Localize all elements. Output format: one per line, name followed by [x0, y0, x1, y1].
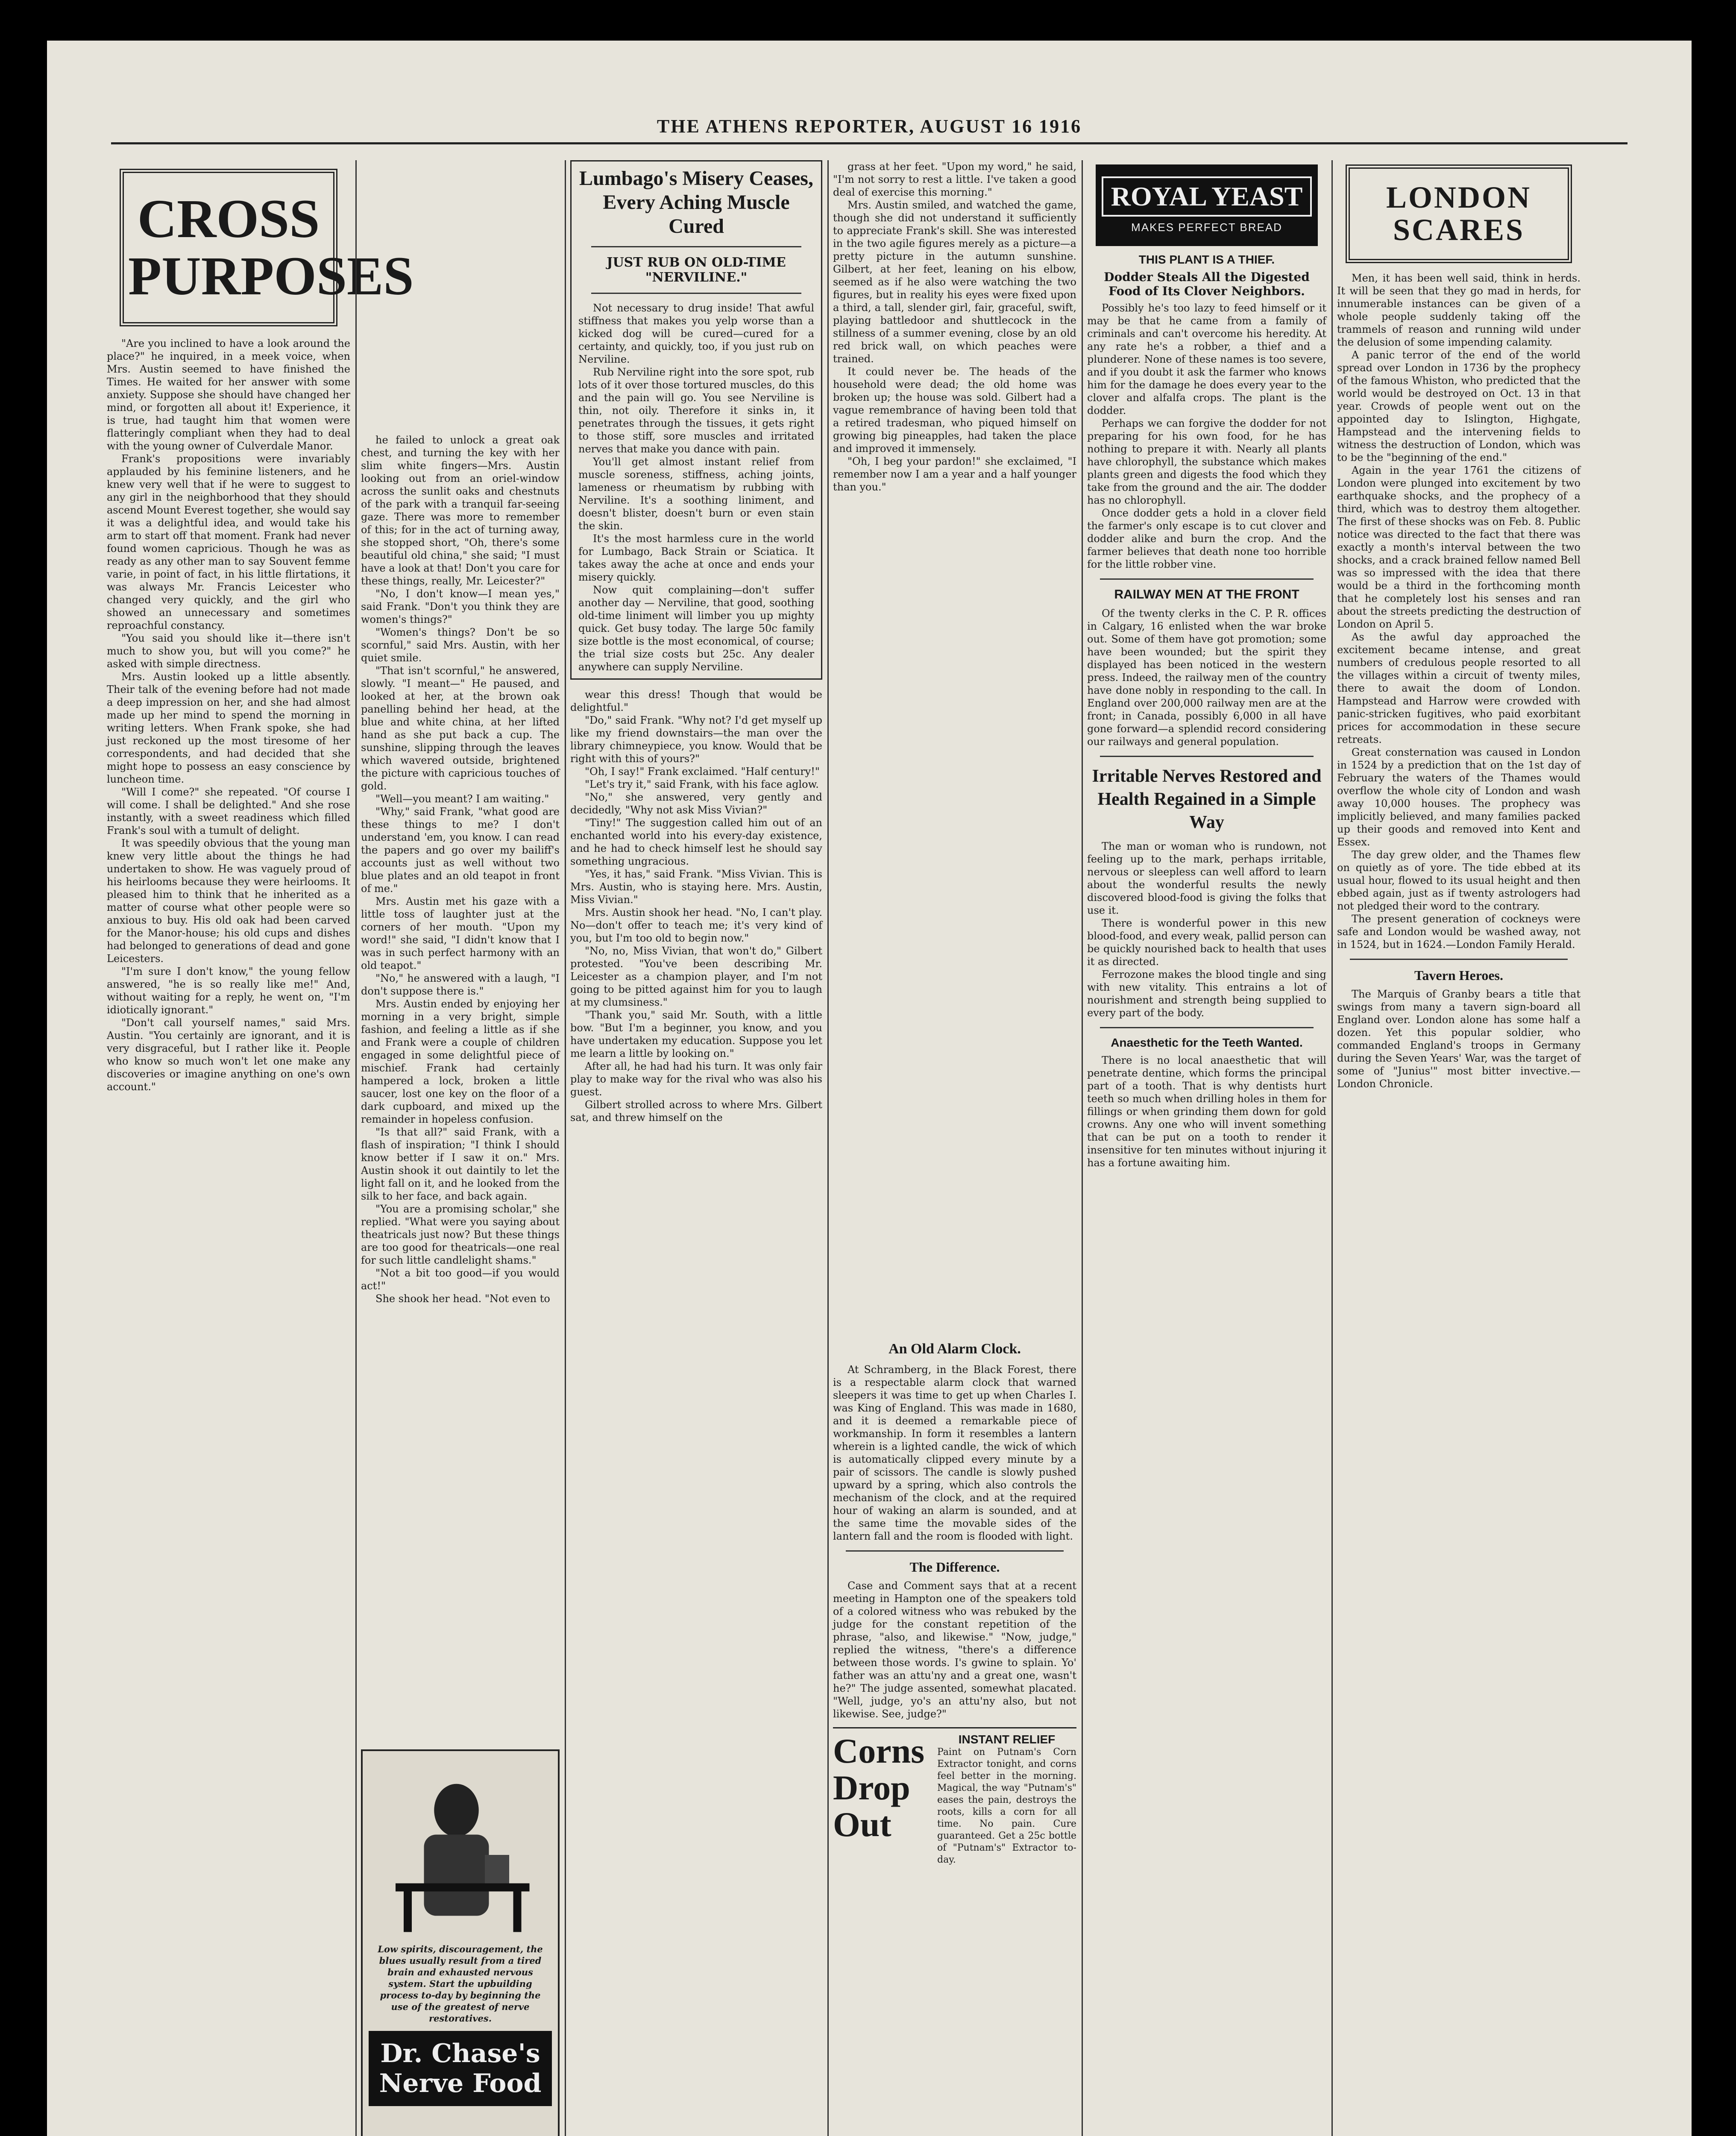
column-1: [107, 160, 414, 2136]
man-at-desk-illustration: [379, 1757, 542, 1936]
paragraph: "Is that all?" said Frank, with a flash of inspiration; "I think I should know better if I saw it on." Mrs. Austin shook it out daintily to let the light fall on it, and he looked from the silk to her face, and back again.: [361, 1126, 560, 1202]
masthead: THE ATHENS REPORTER, AUGUST 16 1916: [657, 116, 1082, 137]
title-london: LONDON: [1386, 180, 1532, 214]
column-6: [1337, 160, 1581, 2136]
paragraph: Rub Nerviline right into the sore spot, rub lots of it over those tortured muscles, do this and the pain will go. You see Nerviline is thin, not oily. Therefore it sinks in, it penetrates through the tissues, it gets right to those stiff, sore muscles and irritated nerves that make you dance with pain.: [578, 366, 814, 455]
ad-text: [937, 1733, 1076, 1866]
paragraph: Mrs. Austin met his gaze with a little toss of laughter just at the corners of her mouth. "Upon my word!" she said, "I didn't know that I was in such perfect harmony with an old teapot.": [361, 895, 560, 971]
alarm-clock-headline: An Old Alarm Clock.: [889, 1341, 1021, 1357]
divider: [591, 293, 801, 294]
paragraph: Men, it has been well said, think in herds. It will be seen that they go mad in herds, for innumerable instances can be given of a whole people suddenly taking off the trammels of reason and running wild under the delusion of some impending calamity.: [1337, 272, 1581, 349]
paragraph: A panic terror of the end of the world spread over London in 1736 by the prophecy of the famous Whiston, who predicted that the world would be destroyed on Oct. 13 in that year. Crowds of people went out on the appointed day to Islington, Highgate, Hampstead and the intervening fields to witness the destruction of London, which was to be the "beginning of the end.": [1337, 349, 1581, 464]
ad-big-words: [833, 1733, 931, 1866]
paragraph: "Well—you meant? I am waiting.": [375, 793, 549, 805]
paragraph: he failed to unlock a great oak chest, and turning the key with her slim white fingers—Mrs. Austin looking out from an oriel-window across the sunlit oaks and chestnuts of the park with a tranquil far-seeing gaze. There was more to remember of this; for in the act of turning away, she stopped short, "Oh, there's some beautiful old china," she said; "I must have a look at that! Don't you care for these things, really, Mr. Leicester?": [361, 434, 560, 587]
ad-body: Paint on Putnam's Corn Extractor tonight, and corns feel better in the morning. Magical, the way "Putnam's" eases the pain, destroys the roots, kills a corn for all time. No pain. Cure guaranteed. Get a 25c bottle of "Putnam's" Extractor to-day.: [937, 1747, 1076, 1865]
nerviline-headline: Lumbago's Misery Ceases, Every Aching Muscle Cured: [579, 167, 813, 238]
paragraph: She shook her head. "Not even to: [375, 1293, 550, 1305]
paragraph: The present generation of cockneys were safe and London would be washed away, not in 1524, but in 1624.—London Family Herald.: [1337, 913, 1581, 951]
title-cross: CROSS: [137, 188, 320, 249]
paragraph: "You are a promising scholar," she replied. "What were you saying about theatricals just now? But these things are too good for theatricals—one real for such little candlelight shams.": [361, 1203, 560, 1266]
paragraph: "Why," said Frank, "what good are these things to me? I don't understand 'em, you know. I can read the papers and go over my bailiff's accounts just as well without two blue plates and an old teapot in front of me.": [361, 806, 560, 895]
ad-brand: ROYAL YEAST: [1102, 176, 1312, 217]
paragraph: "No," he answered with a laugh, "I don't suppose there is.": [361, 972, 560, 997]
story-london-scares: [1337, 272, 1581, 951]
paragraph: "Thank you," said Mr. South, with a little bow. "But I'm a beginner, you know, and you have undertaken my education. Suppose you let me learn a little by looking on.": [570, 1009, 822, 1059]
divider: [591, 246, 801, 247]
column-4: [833, 160, 1076, 2136]
paragraph: "You said you should like it—there isn't much to show you, but will you come?" he asked with simple directness.: [107, 632, 350, 670]
paragraph: "Yes, it has," said Frank. "Miss Vivian. This is Mrs. Austin, who is staying here. Mrs. Austin, Miss Vivian.": [570, 868, 822, 906]
column-rule: [827, 160, 829, 2136]
divider: [1100, 578, 1314, 580]
column-3: [570, 160, 822, 2136]
title-purposes: PURPOSES: [128, 246, 414, 307]
paragraph: Not necessary to drug inside! That awful stiffness that makes you yelp worse than a kicked dog will be cured—cured for a certainty, and quickly, too, if you just rub on Nerviline.: [578, 302, 814, 365]
paragraph: "Oh, I say!" Frank exclaimed. "Half century!": [585, 766, 820, 778]
ad-word-corns: Corns: [833, 1731, 925, 1770]
london-scares-title-box: [1346, 164, 1572, 263]
paragraph: After all, he had had his turn. It was only fair play to make way for the rival who was also his guest.: [570, 1060, 822, 1098]
paragraph: "No," she answered, very gently and decidedly, "Why not ask Miss Vivian?": [570, 791, 822, 816]
difference-headline: The Difference.: [909, 1559, 1000, 1575]
paragraph: "I'm sure I don't know," the young fellow answered, "he is so really like me!" And, without waiting for a reply, he went on, "I'm idiotically ignorant.": [107, 965, 350, 1016]
paragraph: "Do," said Frank. "Why not? I'd get myself up like my friend downstairs—the man over the library chimneypiece, you know. Would that be right with this of yours?": [570, 714, 822, 765]
column-rule: [1082, 160, 1083, 2136]
paragraph: Perhaps we can forgive the dodder for not preparing for his own food, for he has nothing to prepare it with. Nearly all plants have chlorophyll, the substance which makes plants green and digests the food which they take from the ground and the air. The dodder has no chlorophyll.: [1087, 417, 1326, 506]
paragraph: Mrs. Austin shook her head. "No, I can't play. No—don't offer to teach me; it's very kind of you, but I'm too old to begin now.": [570, 907, 822, 944]
nerviline-subhead: JUST RUB ON OLD-TIME "NERVILINE.": [607, 255, 786, 285]
paragraph: "That isn't scornful," he answered, slowly. "I meant—" He paused, and looked at her, at the brown oak panelling behind her head, at the blue and white china, at her lifted hand as she put back a cup. The sunshine, slipping through the leaves which wavered outside, brightened the picture with capricious touches of gold.: [361, 665, 560, 792]
ad-tagline: MAKES PERFECT BREAD: [1131, 221, 1282, 234]
paragraph: "No, no, Miss Vivian, that won't do," Gilbert protested. "You've been describing Mr. Leicester as a champion player, and I'm not going to be pitted against him for you to laugh at my clumsiness.": [570, 945, 822, 1008]
paragraph: "Are you inclined to have a look around the place?" he inquired, in a meek voice, when Mrs. Austin seemed to have finished the Times. He waited for her answer with some anxiety. Suppose she should have changed her mind, or forgotten all about it! Experience, it is true, had taught him that women were flatteringly compliant when they had to deal with the young owner of Culverdale Manor.: [107, 337, 350, 452]
plant-thief-headline: THIS PLANT IS A THIEF.: [1138, 253, 1275, 266]
paragraph: "Oh, I beg your pardon!" she exclaimed, "I remember now I am a year and a half younger than you.": [833, 455, 1076, 493]
newspaper-page: [47, 41, 1692, 2136]
paragraph: You'll get almost instant relief from muscle soreness, stiffness, aching joints, lameness or rheumatism by rubbing with Nerviline. It's a soothing liniment, and doesn't blister, doesn't burn or even stain the skin.: [578, 456, 814, 532]
anaesthetic-headline: Anaesthetic for the Teeth Wanted.: [1111, 1036, 1303, 1049]
paragraph: Case and Comment says that at a recent meeting in Hampton one of the speakers told of a colored witness who was rebuked by the judge for the constant repetition of the phrase, "also, and likewise." "Now, judge," replied the witness, "there's a difference between those words. I's gwine to splain. Yo' father was an attu'ny and a great one, wasn't he?" The judge assented, somewhat placated. "Well, judge, yo's an attu'ny also, but not likewise. See, judge?": [833, 1580, 1076, 1720]
paragraph: There is wonderful power in this new blood-food, and every weak, pallid person can be quickly nourished back to health that uses it as directed.: [1087, 917, 1326, 968]
story-plant-thief: [1087, 302, 1326, 571]
paragraph: wear this dress! Though that would be delightful.": [570, 689, 822, 713]
column-5: [1087, 160, 1326, 2136]
paragraph: "Let's try it," said Frank, with his face aglow.: [585, 778, 819, 790]
ad-brand-name: Dr. Chase's Nerve Food: [369, 2031, 552, 2106]
column-2: [361, 160, 560, 2136]
paragraph: grass at her feet. "Upon my word," he said, "I'm not sorry to rest a little. I've taken a good deal of exercise this morning.": [833, 161, 1076, 198]
ad-instant-relief: INSTANT RELIEF: [958, 1733, 1056, 1746]
paragraph: "Will I come?" she repeated. "Of course I will come. I shall be delighted." And she rose instantly, with a sweet readiness which filled Frank's soul with a tumult of delight.: [107, 786, 350, 836]
tavern-heroes-headline: Tavern Heroes.: [1414, 968, 1503, 983]
paragraph: "Don't call yourself names," said Mrs. Austin. "You certainly are ignorant, and it is very disgraceful, but I rather like it. People who know so much won't let one make any discoveries or imagine anything on one's own account.": [107, 1016, 350, 1093]
paragraph: Once dodder gets a hold in a clover field the farmer's only escape is to cut clover and dodder alike and burn the crop. And the farmer believes that death none too horrible for the little robber vine.: [1087, 507, 1326, 570]
story-cross-purposes-continued-2: [570, 688, 822, 1124]
story-cross-purposes-continued-3: [833, 160, 1076, 1335]
column-rule: [1331, 160, 1333, 2136]
title-scares: SCARES: [1393, 212, 1525, 247]
irritable-nerves-headline: Irritable Nerves Restored and Health Regained in a Simple Way: [1092, 766, 1322, 832]
paragraph: Again in the year 1761 the citizens of London were plunged into excitement by two earthquake shocks, and the prophecy of a third, which was to destroy them altogether. The first of these shocks was on Feb. 8. Public notice was directed to the fact that there was exactly a month's interval between the two shocks, and a crack brained fellow named Bell was so impressed with the idea that there would be a third in the forthcoming month that he completely lost his senses and ran about the streets predicting the destruction of London on April 5.: [1337, 464, 1581, 631]
paragraph: Ferrozone makes the blood tingle and sing with new vitality. This entrains a lot of nourishment and strength being supplied to every part of the body.: [1087, 968, 1326, 1019]
paragraph: As the awful day approached the excitement became intense, and great numbers of credulous people resorted to all the villages within a circuit of twenty miles, there to await the doom of London. Hampstead and Harrow were crowded with panic-stricken fugitives, who paid exorbitant prices for accommodation in these secure retreats.: [1337, 631, 1581, 746]
paragraph: Possibly he's too lazy to feed himself or it may be that he came from a family of criminals and can't overcome his heredity. At any rate he's a robber, a thief and a plunderer. None of these names is too severe, and if you doubt it ask the farmer who knows him for the damage he does every year to the clover and alfalfa crops. The plant is the dodder.: [1087, 302, 1326, 417]
divider: [1350, 959, 1568, 960]
paragraph: "Not a bit too good—if you would act!": [361, 1267, 560, 1292]
ad-word-out: Out: [833, 1805, 891, 1844]
paragraph: "Women's things? Don't be so scornful," said Mrs. Austin, with her quiet smile.: [361, 626, 560, 664]
paragraph: Great consternation was caused in London in 1524 by a prediction that on the 1st day of February the waters of the Thames would overflow the whole city of London and wash away 10,000 houses. The prophecy was implicitly believed, and many families packed up their goods and removed into Kent and Essex.: [1337, 746, 1581, 848]
paragraph: Now quit complaining—don't suffer another day — Nerviline, that good, soothing old-time liniment will limber you up mighty quick. Get busy today. The large 50c family size bottle is the most economical, of course; the trial size costs but 25c. Any dealer anywhere can supply Nerviline.: [578, 584, 814, 673]
paragraph: Mrs. Austin ended by enjoying her morning in a very bright, simple fashion, and feeling a little as if she and Frank were a couple of children engaged in some delightful piece of mischief. Frank had certainly hampered a lock, broken a little saucer, lost one key on the floor of a dark cupboard, and mixed up the remainder in hopeless confusion.: [361, 998, 560, 1125]
paragraph: "No, I don't know—I mean yes," said Frank. "Don't you think they are women's things?": [361, 588, 560, 625]
railway-men-headline: RAILWAY MEN AT THE FRONT: [1114, 587, 1299, 601]
cross-purposes-title-box: [120, 169, 414, 326]
column-rule: [565, 160, 566, 2136]
paragraph: It could never be. The heads of the household were dead; the old home was broken up; the house was sold. Gilbert had a vague remembrance of having been told that a retired tradesman, who piqued himself on growing big pineapples, had taken the place and improved it immensely.: [833, 366, 1076, 455]
paragraph: It was speedily obvious that the young man knew very little about the things he had undertaken to show. He was vaguely proud of his heirlooms because they were heirlooms. It pleased him to think that he inherited as a matter of course what other people were so anxious to buy. His old oak had been carved for the Manor-house; his old cups and dishes had belonged to generations of dead and gone Leicesters.: [107, 837, 350, 965]
divider: [1100, 1027, 1314, 1028]
paragraph: Gilbert strolled across to where Mrs. Gilbert sat, and threw himself on the: [570, 1099, 822, 1124]
paragraph: Frank's propositions were invariably applauded by his feminine listeners, and he knew very well that if he were to suggest to any girl in the neighborhood that they should ascend Mount Everest together, she would say it was a delightful idea, and would take his arm to start off that moment. Frank had never found women capricious. Though he was as ready as any other man to say Souvent femme varie, in point of fact, in his little flirtations, it was always Mr. Francis Leicester who changed very quickly, and the girl who showed an unnecessary and sometimes reproachful constancy.: [107, 452, 350, 631]
paragraph: Mrs. Austin looked up a little absently. Their talk of the evening before had not made a deep impression on her, and she had almost made up her mind to spend the morning in writing letters. When Frank spoke, she had just reckoned up the most tiresome of her correspondents, and had decided that she might hope to possess an easy conscience by luncheon time.: [107, 670, 350, 785]
masthead-rule: [111, 142, 1628, 144]
paragraph: "Tiny!" The suggestion called him out of an enchanted world into his every-day existence, and he had to check himself lest he should say something ungracious.: [570, 817, 822, 867]
paragraph: Of the twenty clerks in the C. P. R. offices in Calgary, 16 enlisted when the war broke out. Some of them have got promotion; some have been wounded; but the spirit they displayed has been noticed in the western press. Indeed, the railway men of the country have done nobly in responding to the call. In England over 200,000 railway men are at the front; in Canada, possibly 6,000 in all have gone forward—a splendid record considering our railways and general population.: [1087, 607, 1326, 748]
plant-thief-subhead: Dodder Steals All the Digested Food of Its Clover Neighbors.: [1104, 270, 1310, 298]
paragraph: Mrs. Austin smiled, and watched the game, though she did not understand it sufficiently to appreciate Frank's skill. She was interested in the two agile figures merely as a picture—a pretty picture in the autumn sunshine. Gilbert, at her feet, leaning on his elbow, seemed as if he also were watching the two figures, but in reality his eyes were fixed upon a third, a tall, slender girl, fair, graceful, swift, playing battledoor and shuttlecock in the stillness of a summer evening, close by an old red brick wall, on which peaches were trained.: [833, 199, 1076, 365]
story-cross-purposes: [107, 337, 350, 1093]
divider: [846, 1550, 1064, 1552]
paragraph: At Schramberg, in the Black Forest, there is a respectable alarm clock that warned sleepers it was time to get up when Charles I. was King of England. This was made in 1680, and it is deemed a remarkable piece of workmanship. In form it resembles a lantern wherein is a lighted candle, the wick of which is automatically clipped every minute by a pair of scissors. The candle is slowly pushed upward by a spring, which also controls the mechanism of the clock, and at the required hour of waking an alarm is sounded, and at the same time the movable sides of the lantern fall and the room is flooded with light.: [833, 1364, 1076, 1542]
royal-yeast-ad: [1096, 164, 1318, 246]
putnams-corn-ad: [833, 1727, 1076, 1866]
paragraph: It's the most harmless cure in the world for Lumbago, Back Strain or Sciatica. It takes away the ache at once and ends your misery quickly.: [578, 533, 814, 583]
paragraph: There is no local anaesthetic that will penetrate dentine, which forms the principal part of a tooth. That is why dentists hurt teeth so much when drilling holes in them for fillings or when grinding them down for gold crowns. Any one who will invent something that can be put on a tooth to render it insensitive for ten minutes without injuring it has a fortune awaiting him.: [1087, 1054, 1326, 1169]
story-cross-purposes-continued: [361, 434, 560, 1737]
ad-word-drop: Drop: [833, 1768, 910, 1807]
paragraph: The day grew older, and the Thames flew on quietly as of yore. The tide ebbed at its usual hour, flowed to its usual height and then ebbed again, just as if twenty astrologers had not pledged their word to the contrary.: [1337, 849, 1581, 912]
column-rule: [355, 160, 357, 2136]
divider: [1100, 756, 1314, 757]
paragraph: The Marquis of Granby bears a title that swings from many a tavern sign-board all England over. London alone has some half a dozen. Yet this popular soldier, who commanded England's troops in Germany during the Seven Years' War, was the target of some of "Junius'" most bitter invective.—London Chronicle.: [1337, 988, 1581, 1090]
ad-caption: Low spirits, discouragement, the blues usually result from a tired brain and exhausted nervous system. Start the upbuilding process to-day by beginning the use of the greatest of nerve restoratives.: [378, 1944, 543, 2024]
nerviline-ad: [570, 160, 822, 680]
dr-chases-nerve-food-ad: [361, 1749, 560, 2136]
paragraph: The man or woman who is rundown, not feeling up to the mark, perhaps irritable, nervous or sleepless can well afford to learn about the wonderful results the newly discovered blood-food is giving the folks that use it.: [1087, 840, 1326, 916]
